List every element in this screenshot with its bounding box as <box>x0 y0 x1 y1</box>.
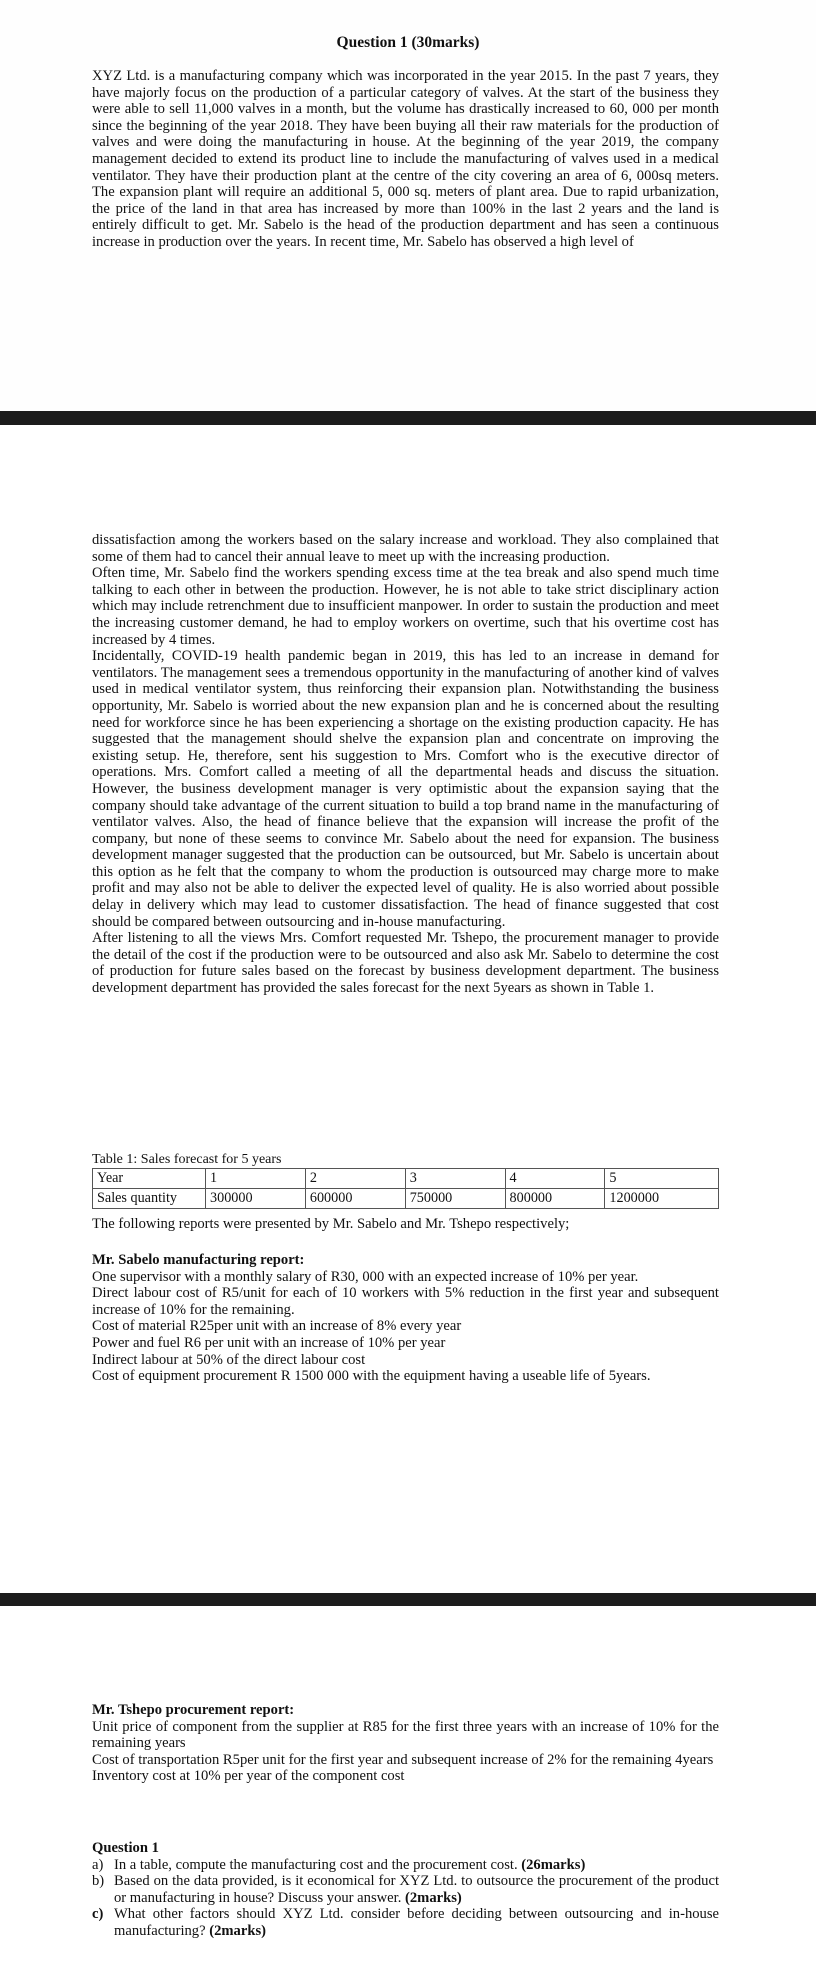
paragraph: The following reports were presented by Mr. Sabelo and Mr. Tshepo respectively; <box>92 1216 570 1232</box>
table-cell: 5 <box>605 1169 719 1189</box>
table-cell: 1200000 <box>605 1189 719 1209</box>
report-line: Power and fuel R6 per unit with an increase of 10% per year <box>92 1334 446 1351</box>
question-label: a) <box>92 1856 104 1873</box>
case-body <box>92 532 719 997</box>
paragraph: After listening to all the views Mrs. Comfort requested Mr. Tshepo, the procurement manager to provide the detail of the cost if the production were to be outsourced and also ask Mr. Sabelo to determine the cost of production for future sales based on the forecast by business development department. The business development department has provided the sales forecast for the next 5years as shown in Table 1. <box>92 930 719 997</box>
tshepo-report <box>92 1702 719 1785</box>
page-divider <box>0 411 816 425</box>
question-marks: (26marks) <box>521 1856 586 1873</box>
question-list <box>92 1857 719 1940</box>
report-line: Direct labour cost of R5/unit for each of 10 workers with 5% reduction in the first year and subsequent increase of 10% for the remaining. <box>92 1285 719 1318</box>
sabelo-report <box>92 1252 719 1385</box>
question-label: b) <box>92 1873 105 1890</box>
question-text: In a table, compute the manufacturing cost and the procurement cost. <box>114 1856 522 1873</box>
question-item-c <box>92 1906 719 1939</box>
report-line: Cost of transportation R5per unit for the first year and subsequent increase of 2% for the remaining 4years <box>92 1751 714 1768</box>
paragraph: dissatisfaction among the workers based on the salary increase and workload. They also complained that some of them had to cancel their annual leave to meet up with the increasing production. <box>92 532 719 565</box>
question-text: What other factors should XYZ Ltd. consider before deciding between outsourcing and in-house manufacturing? <box>114 1906 719 1939</box>
intro-paragraph <box>92 68 719 251</box>
question-item-a <box>92 1857 719 1874</box>
table-row <box>93 1169 719 1189</box>
table-cell: 1 <box>206 1169 306 1189</box>
report-heading: Mr. Tshepo procurement report: <box>92 1702 295 1718</box>
report-line: Cost of material R25per unit with an increase of 8% every year <box>92 1318 462 1335</box>
question-label: c) <box>92 1906 104 1923</box>
paragraph: Often time, Mr. Sabelo find the workers spending excess time at the tea break and also spend much time talking to each other in between the production. However, he is not able to take strict disciplinary action which may include retrenchment due to insufficient manpower. In order to sustain the production and meet the increasing customer demand, he had to employ workers on overtime, such that his overtime cost has increased by 4 times. <box>92 565 719 648</box>
questions-heading: Question 1 <box>92 1840 159 1856</box>
question-marks: (2marks) <box>209 1922 266 1939</box>
question-marks: (2marks) <box>405 1889 462 1906</box>
row-header: Sales quantity <box>93 1189 206 1209</box>
report-line: Inventory cost at 10% per year of the component cost <box>92 1768 405 1785</box>
question-text: Based on the data provided, is it economical for XYZ Ltd. to outsource the procurement of the product or manufacturing in house? Discuss your answer. <box>114 1873 719 1906</box>
question-item-b <box>92 1873 719 1906</box>
table-cell: 4 <box>505 1169 605 1189</box>
row-header: Year <box>93 1169 206 1189</box>
table-cell: 3 <box>405 1169 505 1189</box>
paragraph: XYZ Ltd. is a manufacturing company which was incorporated in the year 2015. In the past 7 years, they have majorly focus on the production of a particular category of valves. At the start of the business they were able to sell 11,000 valves in a month, but the volume has drastically increased to 60, 000 per month since the beginning of the year 2018. They have been buying all their raw materials for the production of valves and were doing the manufacturing in house. At the beginning of the year 2019, the company management decided to extend its product line to include the manufacturing of valves used in a medical ventilator. They have their production plant at the centre of the city covering an area of 6, 000sq meters. The expansion plant will require an additional 5, 000 sq. meters of plant area. Due to rapid urbanization, the price of the land in that area has increased by more than 100% in the last 2 years and the land is entirely difficult to get. Mr. Sabelo is the head of the production department and has seen a continuous increase in production over the years. In recent time, Mr. Sabelo has observed a high level of <box>92 68 719 250</box>
report-line: Indirect labour at 50% of the direct labour cost <box>92 1351 366 1368</box>
report-heading: Mr. Sabelo manufacturing report: <box>92 1252 305 1268</box>
sales-forecast-table <box>92 1168 719 1209</box>
table-cell: 600000 <box>305 1189 405 1209</box>
table-cell: 2 <box>305 1169 405 1189</box>
table-cell: 800000 <box>505 1189 605 1209</box>
report-line: One supervisor with a monthly salary of R30, 000 with an expected increase of 10% per year. <box>92 1268 639 1285</box>
reports-intro <box>92 1216 719 1233</box>
table-caption: Table 1: Sales forecast for 5 years <box>92 1152 282 1167</box>
page-divider <box>0 1593 816 1606</box>
report-line: Unit price of component from the supplier at R85 for the first three years with an increase of 10% for the remaining years <box>92 1718 719 1752</box>
report-line: Cost of equipment procurement R 1500 000 with the equipment having a useable life of 5years. <box>92 1368 651 1385</box>
paragraph: Incidentally, COVID-19 health pandemic began in 2019, this has led to an increase in demand for ventilators. The management sees a tremendous opportunity in the manufacturing of another kind of valves used in medical ventilator system, thus reinforcing their expansion plan. Notwithstanding the business opportunity, Mr. Sabelo is worried about the new expansion plan and he is concerned about the resulting need for workforce since he has been experiencing a shortage on the existing production capacity. He has suggested that the management should shelve the expansion plan and concentrate on improving the existing setup. He, therefore, sent his suggestion to Mrs. Comfort who is the executive director of operations. Mrs. Comfort called a meeting of all the departmental heads and discuss the situation. However, the business development manager is very optimistic about the expansion saying that the company should take advantage of the current situation to build a top brand name in the manufacturing of ventilator valves. Also, the head of finance believe that the expansion will increase the profit of the company, but none of these seems to convince Mr. Sabelo about the need for expansion. The business development manager suggested that the production can be outsourced, but Mr. Sabelo is uncertain about this option as he felt that the company to whom the production is outsourced may charge more to make profit and may also not be able to deliver the expected level of quality. He is also worried about possible delay in delivery which may lead to customer dissatisfaction. The head of finance suggested that cost should be compared between outsourcing and in-house manufacturing. <box>92 648 719 930</box>
table-cell: 750000 <box>405 1189 505 1209</box>
document-title: Question 1 (30marks) <box>336 34 480 51</box>
questions-section <box>92 1840 719 1940</box>
table-row <box>93 1189 719 1209</box>
table-cell: 300000 <box>206 1189 306 1209</box>
